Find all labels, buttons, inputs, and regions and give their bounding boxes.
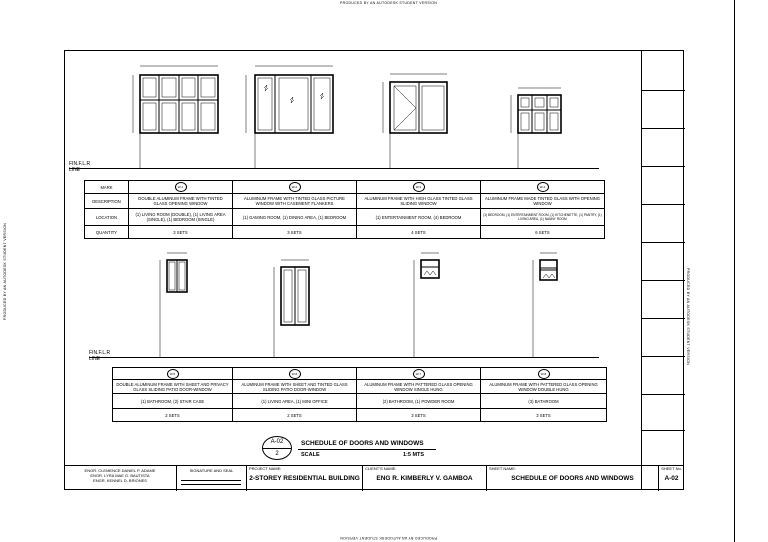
watermark-bottom: PRODUCED BY AN AUTODESK STUDENT VERSION (340, 536, 438, 540)
drawing-code: A-02 (270, 439, 284, 445)
w6-elevation (274, 260, 309, 357)
description-cell: DOUBLE ALUMINUM FRAME WITH SHEET AND PRIVACY GLASS SLIDING PATIO DOOR-WINDOW (113, 380, 233, 394)
watermark-top: PRODUCED BY AN AUTODESK STUDENT VERSION (340, 1, 438, 5)
description-cell: ALUMINUM FRAME WITH PATTERED GLASS OPENING WINDOW SINGLE HUNG (357, 380, 481, 394)
engineer-name: ENGR. LYRA MAE G. BAUTISTA (90, 473, 150, 478)
drawing-title: SCHEDULE OF DOORS AND WINDOWS (301, 440, 424, 447)
window-mark: W-3 (413, 182, 425, 192)
quantity-cell: 6 SETS (481, 226, 605, 239)
lower-description-row (113, 380, 607, 394)
lower-mark-row (113, 368, 607, 380)
engineer-name: ENGR. CLEMENCE DANIEL P. ADAME (84, 468, 156, 473)
description-cell: ALUMINUM FRAME WITH SHEET AND TINTED GLASS SLIDING PATIO DOOR-WINDOW (233, 380, 357, 394)
w7-elevation (414, 253, 439, 357)
location-cell: (1) GAMING ROOM, (1) DINING AREA, (1) BEDROOM (233, 209, 357, 226)
sheet-no-cell (658, 466, 684, 491)
row-label: LOCATION (85, 209, 129, 226)
w5-elevation (160, 253, 187, 357)
location-cell: (3) BATHROOM (481, 394, 607, 409)
client-label: CLIENT'S NAME: (365, 466, 397, 471)
quantity-cell: 4 SETS (357, 226, 481, 239)
engineers-list (68, 468, 172, 483)
sheet-name-cell (486, 466, 658, 491)
quantity-cell: 3 SETS (129, 226, 233, 239)
quantity-cell: 2 SETS (233, 409, 357, 422)
location-cell: (2) BATHROOM, (1) POWDER ROOM (357, 394, 481, 409)
description-cell: ALUMINUM FRAME WITH PATTERED GLASS OPENING WINDOW DOUBLE HUNG (481, 380, 607, 394)
lower-quantity-row (113, 409, 607, 422)
sheet-no: A-02 (664, 475, 679, 482)
scale-label: SCALE (301, 452, 320, 458)
window-mark: W-7 (413, 369, 425, 379)
description-cell: DOUBLE ALUMINUM FRAME WITH TINTED GLASS OPENING WINDOW (129, 194, 233, 209)
signature-line (181, 480, 241, 481)
upper-fin-label-2: LINE (69, 167, 81, 173)
window-mark: W-1 (175, 182, 187, 192)
quantity-cell: 3 SETS (233, 226, 357, 239)
drawing-title-underline (298, 449, 436, 450)
window-mark: W-8 (538, 369, 550, 379)
sheet-no-label: SHEET No. (661, 466, 682, 471)
location-cell: (1) BATHROOM, (2) STAIR CASE (113, 394, 233, 409)
row-label: DESCRIPTION (85, 194, 129, 209)
drawing-title-bubble (262, 436, 292, 460)
project-cell (246, 466, 362, 491)
watermark-left: PRODUCED BY AN AUTODESK STUDENT VERSION (3, 222, 7, 320)
client-name: ENG R. KIMBERLY V. GAMBOA (376, 475, 473, 482)
drawing-number: 2 (275, 451, 279, 457)
engineer-name: ENGR. KENNEL D. BRIONES (93, 478, 147, 483)
project-name: 2-STOREY RESIDENTIAL BUILDING (249, 475, 360, 482)
window-mark: W-4 (537, 182, 549, 192)
window-mark: W-6 (289, 369, 301, 379)
signature-cell (176, 466, 246, 491)
location-cell: (1) BEDROOM, (1) ENTERTAINMENT ROOM, (1) KITCHENETTE, (1) PANTRY, (1) LIVING AREA, (1) NANNY ROOM (481, 209, 605, 226)
sheet-name: SCHEDULE OF DOORS AND WINDOWS (511, 475, 634, 482)
window-mark: W-2 (289, 182, 301, 192)
description-cell: ALUMINUM FRAME WITH HIGH GLASS TINTED GLASS SLIDING WINDOW (357, 194, 481, 209)
scale-value: 1:5 MTS (403, 452, 425, 458)
lower-location-row (113, 394, 607, 409)
lower-fin-label-1: FIN.F.L.R (89, 350, 111, 356)
signature-label: SIGNATURE AND SEAL (189, 468, 234, 473)
row-label: MARK (85, 181, 129, 194)
location-cell: (1) ENTERTAINMENT ROOM, (4) BEDROOM (357, 209, 481, 226)
location-cell: (1) LIVING ROOM (DOUBLE), (1) LIVING AREA (SINGLE), (1) BEDROOM (SINGLE) (129, 209, 233, 226)
description-cell: ALUMINUM FRAME MADE TINTED GLASS WITH OPENING WINDOW (481, 194, 605, 209)
watermark-right: PRODUCED BY AN AUTODESK STUDENT VERSION (686, 268, 690, 366)
quantity-cell: 3 SETS (357, 409, 481, 422)
lower-fin-label-2: LINE (89, 356, 101, 362)
window-mark: W-5 (167, 369, 179, 379)
row-label: QUANTITY (85, 226, 129, 239)
location-cell: (1) LIVING AREA, (1) MINI OFFICE (233, 394, 357, 409)
description-cell: ALUMINUM FRAME WITH TINTED GLASS PICTURE WINDOW WITH CASEMENT FLANKERS (233, 194, 357, 209)
project-label: PROJECT NAME: (249, 466, 282, 471)
lower-schedule-table (112, 367, 607, 422)
title-block (64, 465, 684, 491)
w8-elevation (533, 253, 557, 357)
sheet-name-label: SHEET NAME: (489, 466, 517, 471)
client-cell (362, 466, 486, 491)
quantity-cell: 3 SETS (481, 409, 607, 422)
quantity-cell: 2 SETS (113, 409, 233, 422)
signature-line (181, 484, 241, 485)
upper-fin-label-1: FIN.F.L.R (69, 161, 91, 167)
